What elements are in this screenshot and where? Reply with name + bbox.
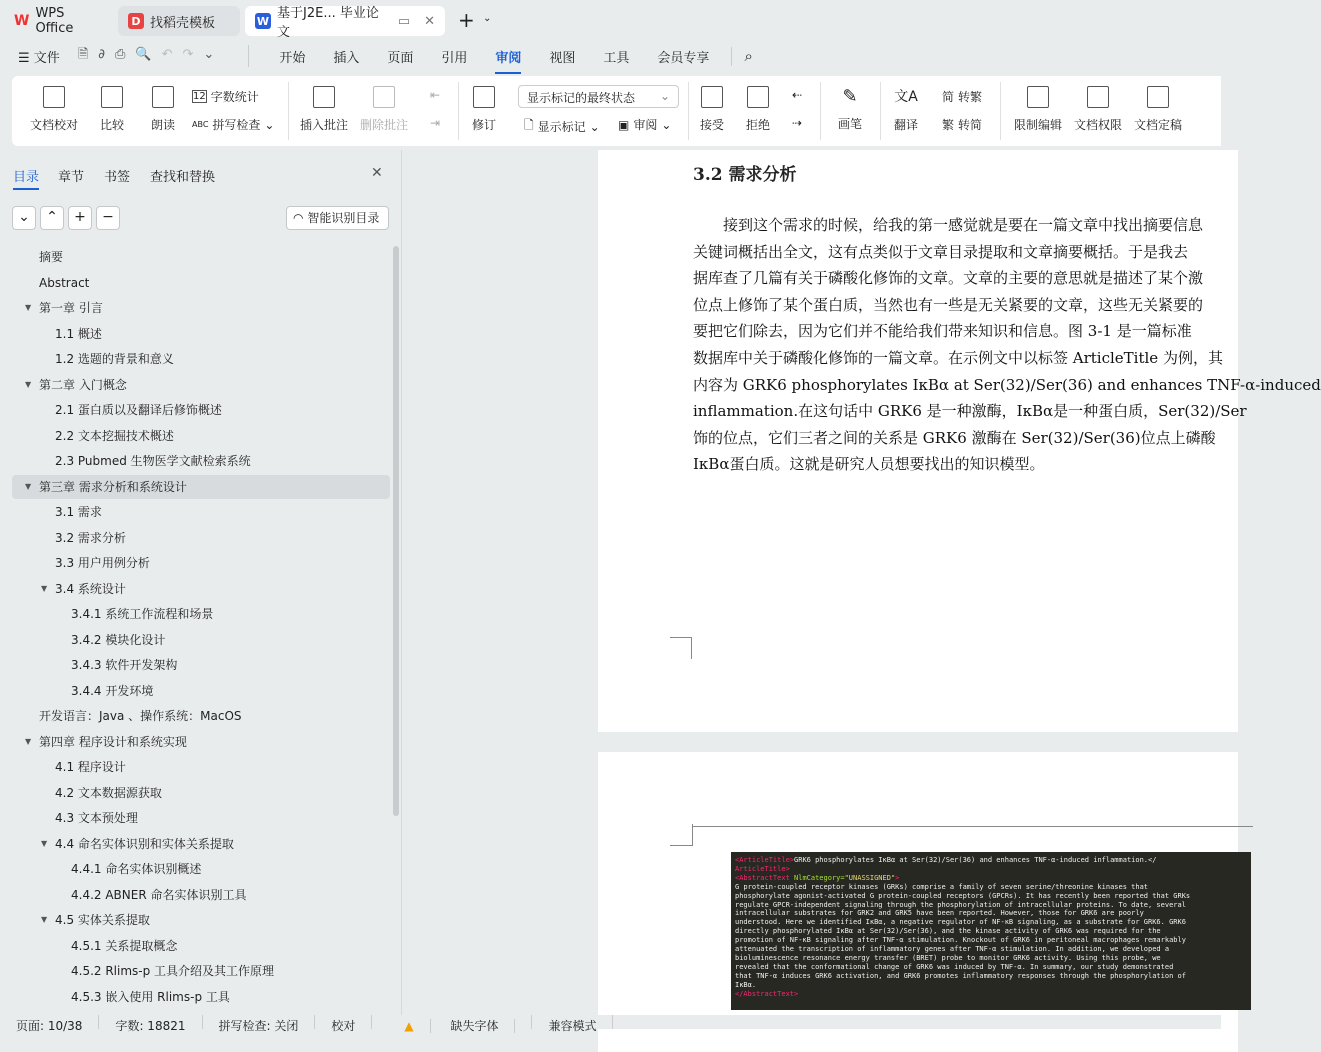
missing-font-status[interactable] bbox=[372, 1015, 532, 1033]
page bbox=[598, 150, 1321, 732]
tab-bookmarks[interactable]: 书签 bbox=[104, 170, 131, 185]
label: 接受 bbox=[700, 118, 725, 132]
menu-view[interactable]: 视图 bbox=[549, 50, 576, 66]
expand-arrow-icon[interactable]: ▼ bbox=[41, 838, 48, 848]
translate-icon: 文A bbox=[894, 89, 918, 105]
toc-item[interactable] bbox=[0, 296, 390, 320]
word-logo-icon: W bbox=[256, 14, 270, 28]
toc-item[interactable] bbox=[0, 959, 390, 983]
accept-button[interactable] bbox=[700, 86, 724, 133]
label: 插入批注 bbox=[300, 118, 349, 132]
reject-button[interactable] bbox=[746, 86, 770, 133]
label: 显示标记 bbox=[537, 120, 586, 134]
lock-doc-icon bbox=[1027, 86, 1049, 108]
tab-bar bbox=[0, 0, 1221, 40]
smart-icon: ◠ bbox=[293, 211, 304, 225]
insert-comment-button[interactable] bbox=[300, 86, 348, 133]
window-icon[interactable]: ▭ bbox=[397, 13, 411, 29]
toc-item-label: 4.4.1 命名实体识别概述 bbox=[71, 862, 202, 876]
toc-item[interactable] bbox=[0, 985, 390, 1009]
label: 缺失字体 bbox=[434, 1019, 515, 1033]
toc-item[interactable] bbox=[0, 934, 390, 958]
simplified-icon: 繁 bbox=[942, 118, 955, 132]
toc-item-label: 第一章 引言 bbox=[39, 301, 103, 315]
toc-item-label: 4.5 实体关系提取 bbox=[55, 913, 150, 927]
label: 智能识别目录 bbox=[307, 211, 380, 225]
label: 审阅 bbox=[633, 118, 658, 132]
toc-item-label: 3.2 需求分析 bbox=[55, 530, 126, 545]
page bbox=[598, 752, 1238, 1052]
xml-value: "UNASSIGNED" bbox=[844, 873, 896, 882]
track-changes-button[interactable] bbox=[472, 86, 496, 133]
toc-item[interactable] bbox=[0, 806, 390, 830]
expand-arrow-icon[interactable]: ▼ bbox=[41, 915, 48, 924]
toc-item[interactable] bbox=[0, 398, 390, 422]
toc-item-label: 1.1 概述 bbox=[55, 326, 102, 341]
accept-icon bbox=[701, 86, 723, 108]
crop-mark bbox=[670, 637, 692, 659]
undo-icon[interactable]: ↶ bbox=[161, 47, 183, 62]
track-changes-icon bbox=[473, 86, 495, 108]
xml-tag: <ArticleTitle> bbox=[735, 856, 795, 864]
proofread-button[interactable] bbox=[30, 86, 78, 133]
toc-item[interactable] bbox=[0, 500, 390, 524]
show-markup-icon: 🗋 bbox=[524, 118, 534, 132]
xml-tag: <AbstractText bbox=[735, 873, 790, 882]
toc-item[interactable] bbox=[0, 271, 390, 295]
text-line: 关键词概括出全文，这有点类似于文章目录提取和文章摘要概括。于是我去 bbox=[693, 242, 1189, 261]
tab-docer[interactable] bbox=[118, 6, 240, 36]
toc-item-label: 第二章 入门概念 bbox=[39, 377, 127, 392]
toc-item-label: 4.5.3 嵌入使用 Rlims-p 工具 bbox=[71, 989, 230, 1004]
tab-wps-office[interactable] bbox=[4, 6, 100, 36]
text-line: 内容为 GRK6 phosphorylates IκBα at Ser(32)/Ser(36) and enhances TNF-α-induced bbox=[693, 375, 1321, 394]
label: 转繁 bbox=[958, 90, 983, 104]
toc-item-label: 2.2 文本挖掘技术概述 bbox=[55, 428, 174, 443]
toc-item[interactable] bbox=[0, 781, 390, 805]
toc-item[interactable] bbox=[0, 551, 390, 575]
warning-icon: ▲ bbox=[388, 1019, 430, 1033]
toc-item[interactable] bbox=[0, 628, 390, 652]
to-simplified-button[interactable] bbox=[942, 116, 982, 133]
pen-icon: ✎ bbox=[842, 86, 858, 107]
label: 拼写检查 bbox=[212, 118, 261, 132]
toc-item[interactable] bbox=[0, 883, 390, 907]
section-heading: 3.2 需求分析 bbox=[693, 165, 797, 185]
next-change-icon[interactable]: ⇢ bbox=[792, 116, 803, 130]
read-aloud-icon bbox=[152, 86, 174, 108]
link-icon[interactable]: ∂ bbox=[98, 47, 115, 62]
key-doc-icon bbox=[1087, 86, 1109, 108]
toc-item[interactable] bbox=[0, 679, 390, 703]
toc-item-label: 3.3 用户用例分析 bbox=[55, 556, 150, 570]
finalize-button[interactable] bbox=[1134, 86, 1182, 133]
crop-mark bbox=[670, 824, 693, 846]
read-aloud-button[interactable] bbox=[151, 86, 175, 133]
compare-button[interactable] bbox=[100, 86, 124, 133]
xml-tag: ArticleTitle> bbox=[735, 864, 790, 873]
toc-item-label: 4.2 文本数据源获取 bbox=[55, 785, 162, 800]
add-heading-button[interactable]: + bbox=[68, 206, 92, 230]
file-menu[interactable]: ☰ 文件 bbox=[18, 50, 60, 66]
toc-item-label: 3.4.1 系统工作流程和场景 bbox=[71, 607, 214, 621]
toc-item[interactable] bbox=[0, 424, 390, 448]
text-line: 数据库中关于磷酸化修饰的一篇文章。在示例文中以标签 ArticleTitle 为例，其 bbox=[693, 349, 1223, 367]
text-line: inflammation.在这句话中 GRK6 是一种激酶，IκBα是一种蛋白质，Ser(32)/Ser bbox=[693, 402, 1247, 421]
menu-bar bbox=[0, 40, 1221, 72]
menu-reference[interactable]: 引用 bbox=[441, 50, 468, 66]
comment-add-icon bbox=[313, 86, 335, 108]
label: 转简 bbox=[958, 118, 983, 132]
scrollbar[interactable] bbox=[393, 246, 399, 816]
pen-button[interactable] bbox=[838, 86, 862, 132]
toc-item-label: 4.1 程序设计 bbox=[55, 760, 126, 774]
label: 修订 bbox=[472, 118, 497, 132]
document-area bbox=[403, 150, 1321, 1015]
tab-document[interactable] bbox=[245, 6, 445, 40]
quick-access-toolbar[interactable] bbox=[78, 45, 250, 67]
xml-tag: </AbstractText> bbox=[735, 989, 799, 998]
toc-item[interactable] bbox=[0, 908, 390, 932]
header-line bbox=[693, 826, 1253, 827]
xml-figure bbox=[731, 852, 1251, 1010]
text-line: IκBα蛋白质。这就是研究人员想要找出的知识模型。 bbox=[693, 455, 1045, 474]
prev-comment-icon[interactable]: ⇤ bbox=[430, 88, 441, 102]
label: 文档权限 bbox=[1074, 118, 1123, 132]
menu-page[interactable]: 页面 bbox=[387, 50, 414, 66]
toc-item-label: 3.1 需求 bbox=[55, 505, 102, 519]
review-pane-icon: ▣ bbox=[618, 117, 630, 132]
ribbon-toolbar bbox=[12, 76, 1221, 146]
expand-arrow-icon[interactable]: ▼ bbox=[25, 303, 32, 312]
expand-up-button[interactable]: ⌃ bbox=[40, 206, 64, 230]
remove-heading-button[interactable]: − bbox=[96, 206, 120, 230]
toc-item-label: 3.4.3 软件开发架构 bbox=[71, 658, 178, 672]
more-icon[interactable]: ⌄ bbox=[203, 47, 225, 62]
spell-check-button[interactable]: ABC 拼写检查 ⌄ bbox=[192, 117, 275, 132]
spell-check-icon: ABC bbox=[192, 120, 209, 129]
spell-check-status[interactable]: 拼写检查: 关闭 bbox=[203, 1015, 316, 1029]
review-pane-button[interactable]: ▣ 审阅 ⌄ bbox=[618, 117, 672, 132]
restrict-edit-button[interactable] bbox=[1014, 86, 1062, 133]
status-bar bbox=[0, 1015, 1221, 1033]
menu-home[interactable]: 开始 bbox=[279, 50, 306, 66]
smart-toc-button[interactable] bbox=[286, 206, 389, 230]
next-comment-icon[interactable]: ⇥ bbox=[430, 116, 441, 130]
toc-item[interactable] bbox=[0, 322, 390, 346]
expand-arrow-icon[interactable]: ▼ bbox=[25, 379, 32, 389]
toc-item-label: 3.4 系统设计 bbox=[55, 581, 126, 596]
to-traditional-button[interactable] bbox=[942, 88, 982, 105]
preview-icon[interactable]: 🔍 bbox=[135, 47, 162, 62]
save-icon[interactable]: 🗎 bbox=[77, 47, 99, 62]
docer-logo-icon: D bbox=[128, 13, 144, 29]
text-line: 位点上修饰了某个蛋白质，当然也有一些是无关紧要的文章，这些无关紧要的 bbox=[693, 295, 1204, 314]
expand-arrow-icon[interactable]: ▼ bbox=[41, 583, 48, 593]
markup-display-select[interactable]: 显示标记的最终状态 ⌄ bbox=[518, 85, 679, 108]
word-count-icon: 12 bbox=[193, 91, 206, 102]
tab-chapters[interactable]: 章节 bbox=[58, 170, 85, 185]
toc-item-label: 1.2 选题的背景和意义 bbox=[55, 352, 174, 366]
reject-icon bbox=[747, 86, 769, 108]
toc-item[interactable] bbox=[0, 755, 390, 779]
toc-item-label: 3.4.4 开发环境 bbox=[71, 683, 154, 698]
tab-label: 找稻壳模板 bbox=[150, 15, 216, 31]
label: 删除批注 bbox=[360, 118, 409, 132]
text-line: 据库查了几篇有关于磷酸化修饰的文章。文章的主要的意思就是描述了某个激 bbox=[693, 269, 1204, 288]
toc-item[interactable] bbox=[0, 373, 390, 397]
toc-item-label: 4.5.2 Rlims-p 工具介绍及其工作原理 bbox=[71, 964, 275, 978]
text-line: 接到这个需求的时候，给我的第一感觉就是要在一篇文章中找出摘要信息 bbox=[693, 216, 1204, 234]
toc-item-label: 第四章 程序设计和系统实现 bbox=[39, 734, 187, 749]
toc-item-label: 4.3 文本预处理 bbox=[55, 811, 138, 825]
toc-item[interactable] bbox=[0, 577, 390, 601]
toc-item[interactable] bbox=[0, 730, 390, 754]
expand-arrow-icon[interactable]: ▼ bbox=[25, 736, 32, 746]
prev-change-icon[interactable]: ⇠ bbox=[792, 88, 803, 102]
toc-item-label: 4.4.2 ABNER 命名实体识别工具 bbox=[71, 887, 247, 902]
compare-icon bbox=[101, 86, 123, 108]
label: 翻译 bbox=[894, 118, 919, 132]
xml-attr: NlmCategory= bbox=[789, 873, 845, 882]
show-markup-button[interactable]: 🗋 显示标记 ⌄ bbox=[524, 116, 600, 137]
menu-review[interactable]: 审阅 bbox=[481, 47, 535, 66]
toc-item-label: 2.1 蛋白质以及翻译后修饰概述 bbox=[55, 403, 222, 417]
navigation-pane bbox=[0, 150, 402, 1015]
close-icon[interactable]: ✕ bbox=[424, 13, 436, 29]
collapse-button[interactable]: ⌄ bbox=[12, 206, 36, 230]
label: 比较 bbox=[100, 118, 125, 132]
wps-logo-icon: W bbox=[14, 13, 30, 29]
word-count[interactable]: 字数: 18821 bbox=[99, 1015, 202, 1029]
xml-text: GRK6 phosphorylates IκBα at Ser(32)/Ser(36) and enhances TNF-α-induced inflammation.</ bbox=[794, 856, 1157, 864]
toc-item[interactable] bbox=[0, 526, 390, 550]
label: 文档校对 bbox=[30, 118, 79, 132]
search-icon[interactable]: ⌕ bbox=[744, 47, 753, 65]
compat-mode: 兼容模式 bbox=[532, 1015, 613, 1029]
toc-item-label: 3.4.2 模块化设计 bbox=[71, 632, 166, 647]
label: 朗读 bbox=[151, 118, 176, 132]
redo-icon[interactable]: ↷ bbox=[182, 47, 204, 62]
toc-item-label: 2.3 Pubmed 生物医学文献检索系统 bbox=[55, 454, 251, 468]
toc-item[interactable] bbox=[12, 475, 390, 499]
label: 拒绝 bbox=[746, 118, 771, 132]
toc-item-label: 摘要 bbox=[39, 250, 64, 264]
comment-delete-icon bbox=[373, 86, 395, 108]
delete-comment-button[interactable] bbox=[360, 86, 408, 133]
label: 限制编辑 bbox=[1014, 118, 1063, 132]
toc-item[interactable] bbox=[0, 449, 390, 473]
toc-item-label: 第三章 需求分析和系统设计 bbox=[39, 479, 187, 494]
proofread-icon bbox=[43, 86, 65, 108]
tab-toc[interactable]: 目录 bbox=[13, 166, 39, 190]
toc-item[interactable] bbox=[0, 653, 390, 677]
xml-text: G protein-coupled receptor kinases (GRKs) comprise a family of seven serine/threonine kinases that phosphorylate agonist-activated G protein-coupled receptors (GPCRs). It has recently been reported that GRKs regulate GPCR-independent signaling through the phosphorylation of intracellular proteins. To date, several intracellular substrates for GRK2 and GRK5 have been reported. However, those for GRK6 are poorly understood. Here we identified IκBα, a negative regulator of NF-κB signaling, as a substrate for GRK6. GRK6 directly phosphorylated IκBα at Ser(32)/Ser(36), and the kinase activity of GRK6 was required for the promotion of NF-κB signaling after TNF-α stimulation. Knockout of GRK6 in peritoneal macrophages remarkably attenuated the transcription of inflammatory genes after TNF-α stimulation. In addition, we developed a bioluminescence resonance energy transfer (BRET) probe to monitor GRK6 activity. Using this probe, we revealed that the conformational change of GRK6 was induced by TNF-α. In summary, our study demonstrated that TNF-α induces GRK6 activation, and GRK6 promotes inflammatory responses through the phosphorylation of IκBα. bbox=[735, 882, 1191, 989]
toc-item[interactable] bbox=[0, 857, 390, 881]
word-count-button[interactable] bbox=[192, 88, 259, 105]
print-icon[interactable]: ⎙ bbox=[115, 47, 136, 62]
proofread-status[interactable]: 校对 bbox=[315, 1015, 372, 1029]
tab-find-replace[interactable]: 查找和替换 bbox=[150, 170, 216, 185]
check-doc-icon bbox=[1147, 86, 1169, 108]
file-label: 文件 bbox=[33, 50, 60, 66]
toc-item[interactable] bbox=[0, 832, 390, 856]
tab-label: WPS Office bbox=[35, 6, 74, 36]
close-pane-icon[interactable]: ✕ bbox=[371, 165, 383, 181]
text-line: 饰的位点，它们三者之间的关系是 GRK6 激酶在 Ser(32)/Ser(36)位点上磷酸 bbox=[693, 428, 1216, 447]
translate-button[interactable] bbox=[894, 86, 918, 133]
toc-item[interactable] bbox=[0, 602, 390, 626]
label: 画笔 bbox=[838, 117, 863, 131]
label: 显示标记的最终状态 bbox=[527, 91, 636, 105]
label: 文档定稿 bbox=[1134, 118, 1183, 132]
traditional-icon: 简 bbox=[942, 90, 955, 104]
menu-member[interactable]: 会员专享 bbox=[643, 47, 732, 66]
tab-label: 基于J2E... 毕业论文 bbox=[277, 6, 379, 40]
toc-item-label: Abstract bbox=[39, 275, 90, 290]
toc-item-label: 4.5.1 关系提取概念 bbox=[71, 938, 178, 953]
menu-tools[interactable]: 工具 bbox=[603, 50, 630, 66]
new-tab-icon[interactable]: + bbox=[458, 8, 475, 32]
label: 字数统计 bbox=[210, 90, 259, 104]
expand-arrow-icon[interactable]: ▼ bbox=[25, 481, 32, 491]
toc-item[interactable] bbox=[0, 704, 390, 728]
page-count[interactable]: 页面: 10/38 bbox=[0, 1015, 99, 1029]
toc-item-label: 开发语言：Java 、操作系统：MacOS bbox=[39, 709, 242, 723]
toc-item[interactable] bbox=[0, 245, 390, 269]
xml-tag: > bbox=[895, 873, 900, 882]
toc-item-label: 4.4 命名实体识别和实体关系提取 bbox=[55, 836, 234, 851]
menu-insert[interactable]: 插入 bbox=[333, 50, 360, 66]
chevron-down-icon[interactable]: ⌄ bbox=[483, 13, 492, 24]
toc-item[interactable] bbox=[0, 347, 390, 371]
doc-permission-button[interactable] bbox=[1074, 86, 1122, 133]
text-line: 要把它们除去，因为它们并不能给我们带来知识和信息。图 3-1 是一篇标准 bbox=[693, 322, 1192, 341]
